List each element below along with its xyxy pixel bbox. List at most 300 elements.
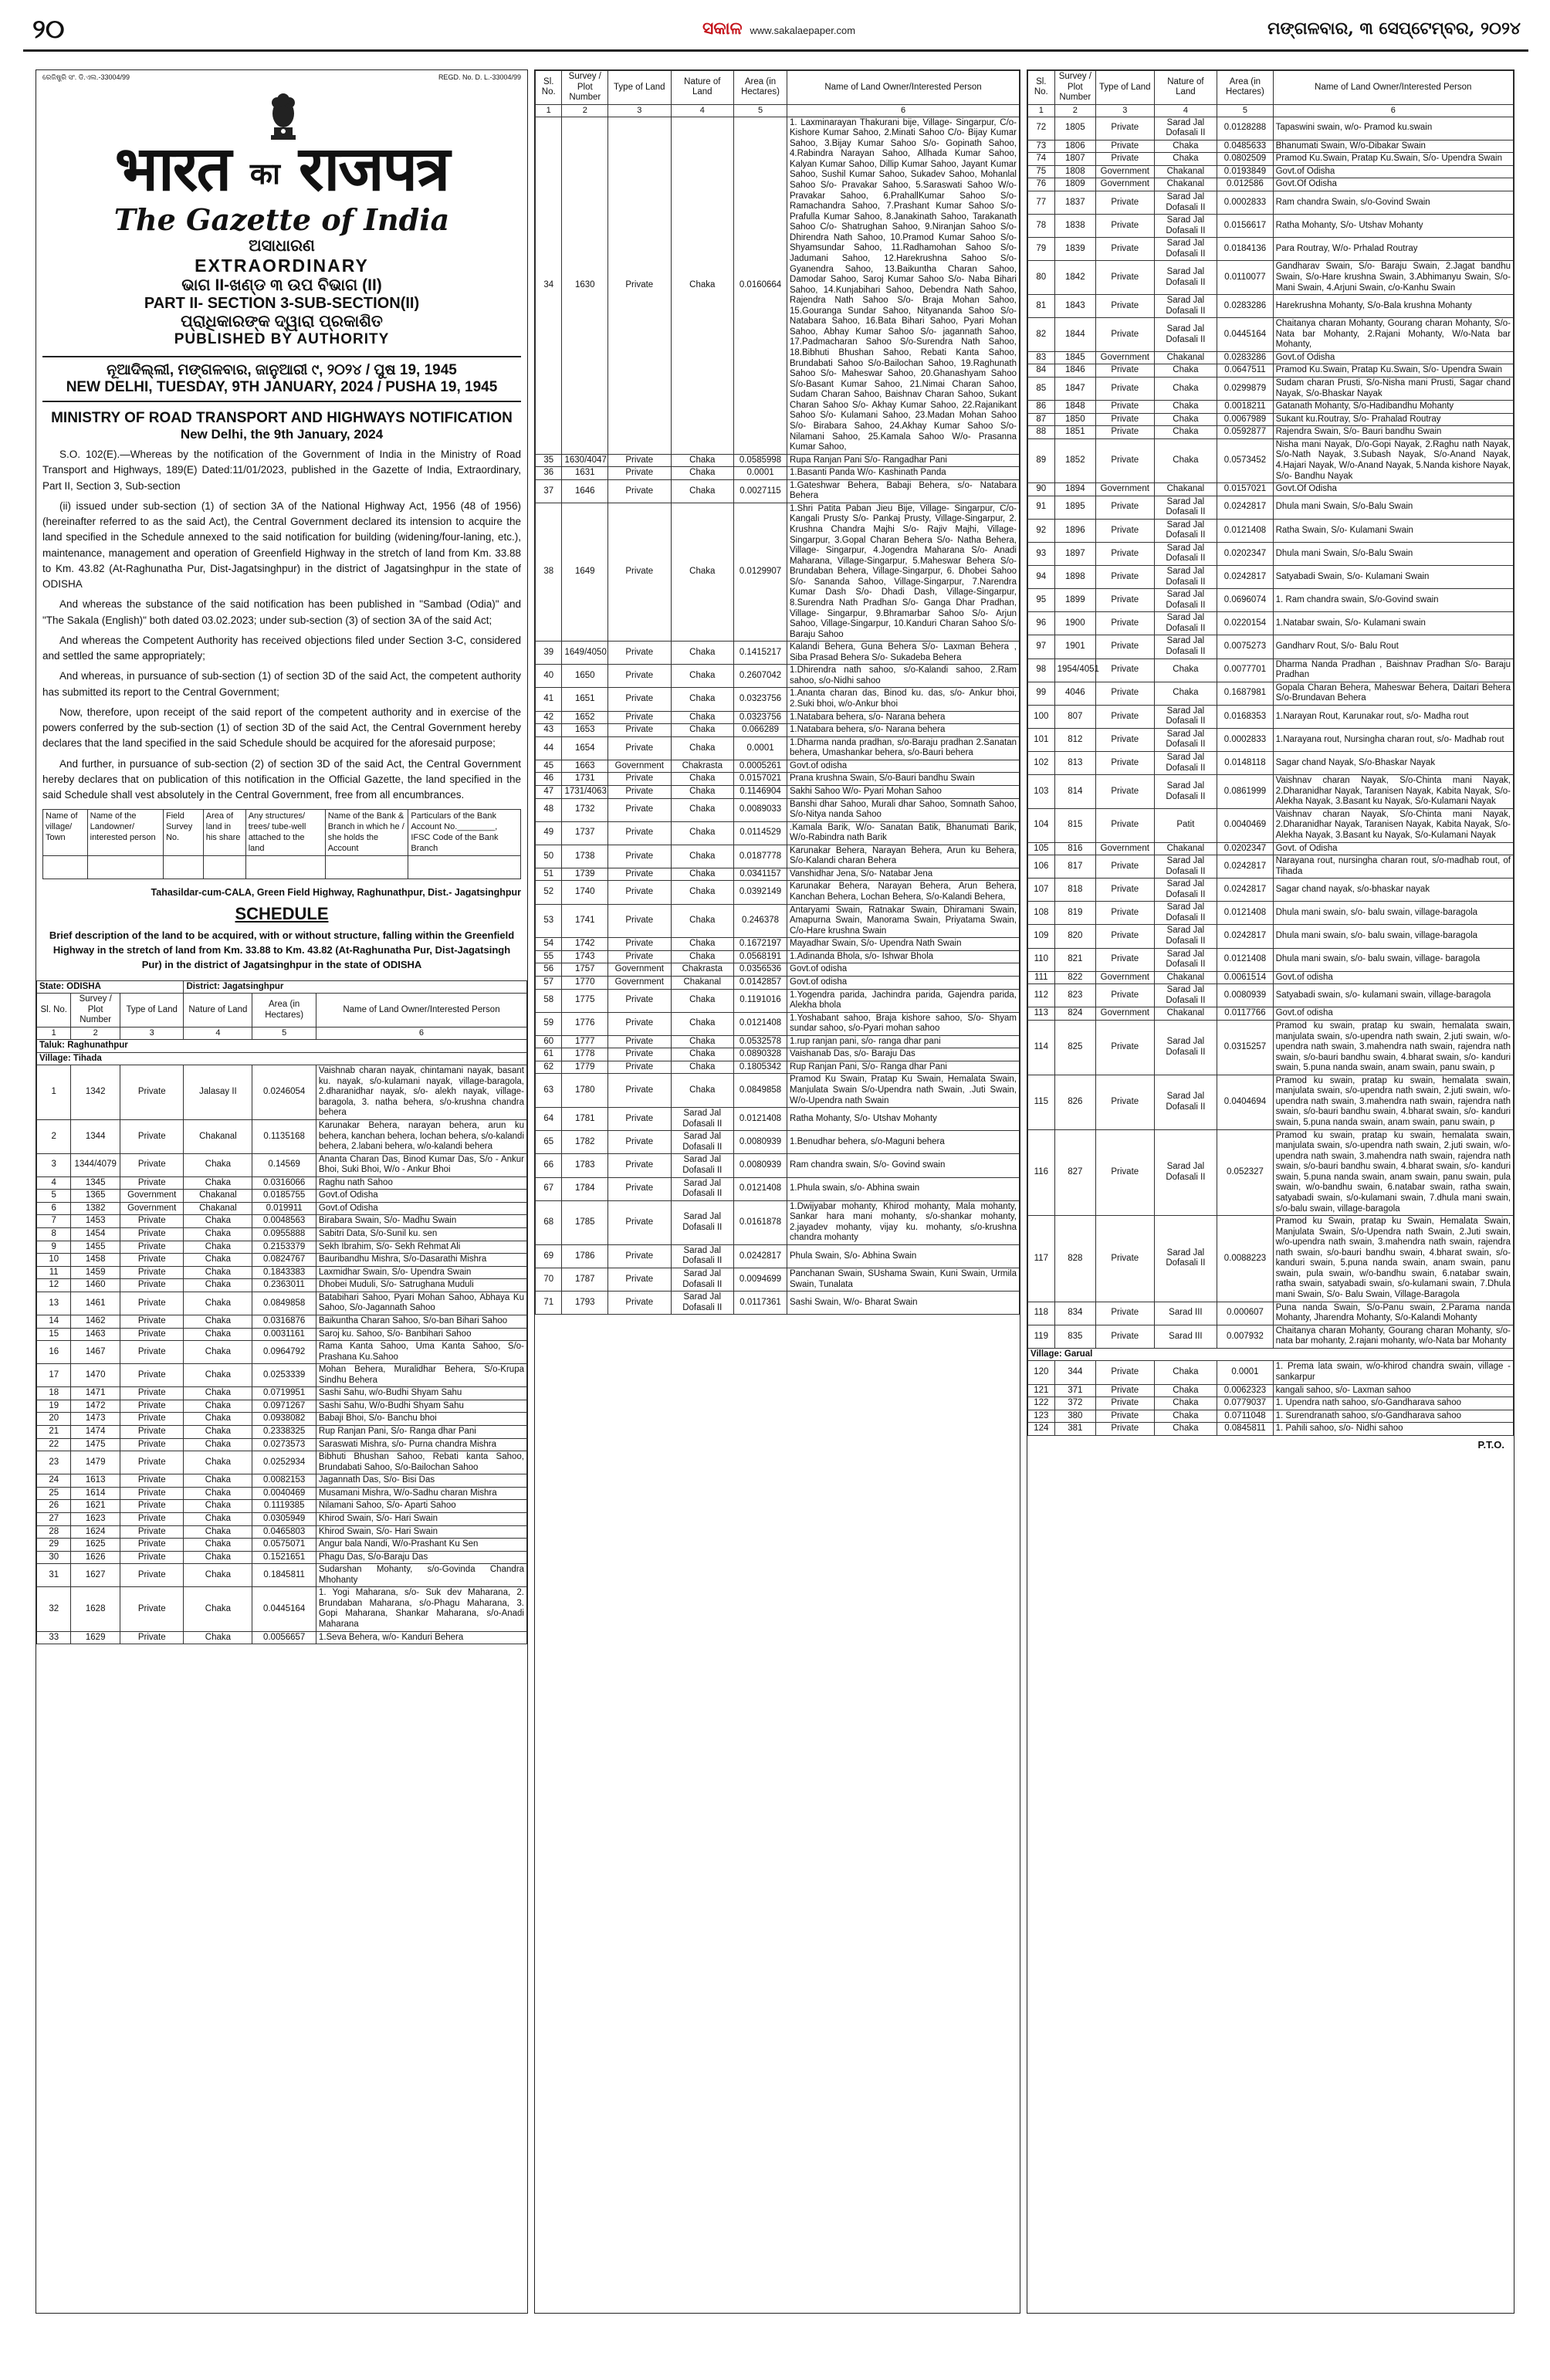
land-nature: Sarad Jal Dofasali II	[1154, 117, 1217, 140]
land-nature: Chaka	[1154, 413, 1217, 426]
land-type: Private	[1096, 879, 1154, 902]
table-row	[1028, 238, 1514, 261]
table-row	[1028, 165, 1514, 178]
survey-number: 344	[1054, 1361, 1095, 1384]
owner-name: Prana krushna Swain, S/o-Bauri bandhu Swain	[787, 773, 1020, 786]
survey-number: 1462	[71, 1315, 120, 1328]
table-row	[536, 1131, 1020, 1154]
survey-number: 1652	[562, 711, 608, 724]
land-nature: Chaka	[1154, 438, 1217, 482]
serial-number: 68	[536, 1200, 562, 1244]
bank-details-table	[42, 809, 521, 879]
column-header: Survey / Plot Number	[71, 994, 120, 1027]
land-type: Private	[120, 1292, 184, 1315]
owner-name: 1.Shri Patita Paban Jieu Bije, Village- Singarpur, C/o- Kangali Prusty S/o- Pankaj Prusty, Village-Singarpur, 2. Krushna Chandra Majhi S/o- Rajiv Majhi, Village-Singarpur, 3.Gopal Charan Behera S/o- Natha Behera, Village- Singarpur, 4.Jogendra Maharana S/o- Anadi Maharana, Village-Singarpur, 5.Maheswar Behera S/o- Brundaban Behera, Village-Singarpur, 6. Dhobei Sahoo S/o- Sananda Sahoo, Village-Singarpur, 7.Narendra Kumar Dash S/o- Dhadi Dash, Village-Singarpur, 8.Surendra Nath Pradhan S/o- Ganga Dhar Pradhan, Village- Singarpur, 9.Bhramarbar Sahoo S/o- Arjun Sahoo, Village-Singarpur, 10.Kanduri Charan Sahoo S/o- Baraju Sahoo	[787, 503, 1020, 641]
serial-number: 26	[37, 1500, 71, 1513]
column-header: Nature of Land	[184, 994, 252, 1027]
owner-name: Govt.of odisha	[1273, 971, 1513, 984]
date-english: NEW DELHI, TUESDAY, 9TH JANUARY, 2024 / PUSHA 19, 1945	[66, 379, 498, 395]
survey-number: 1838	[1054, 215, 1095, 238]
area: 0.0955888	[252, 1228, 316, 1241]
land-nature: Sarad Jal Dofasali II	[671, 1244, 734, 1268]
survey-number: 1627	[71, 1564, 120, 1587]
area: 0.0031161	[252, 1328, 316, 1341]
owner-name: Dharma Nanda Pradhan , Baishnav Pradhan S/o- Baraju Pradhan	[1273, 658, 1513, 682]
serial-number: 78	[1028, 215, 1055, 238]
survey-number: 827	[1054, 1129, 1095, 1216]
column-number: 4	[184, 1027, 252, 1040]
area: 0.0315257	[1217, 1020, 1273, 1075]
column-number: 2	[562, 104, 608, 117]
page-number: ୨୦	[32, 14, 65, 45]
land-type: Private	[608, 736, 672, 760]
land-nature: Chaka	[671, 642, 734, 665]
land-type: Private	[608, 904, 672, 938]
land-table-1	[36, 980, 527, 1644]
owner-name: Saroj ku. Sahoo, S/o- Banbihari Sahoo	[316, 1328, 526, 1341]
area: 0.0938082	[252, 1413, 316, 1426]
land-type: Private	[120, 1254, 184, 1267]
land-nature: Chakanal	[1154, 178, 1217, 191]
land-nature: Chaka	[184, 1266, 252, 1279]
table-row	[37, 1202, 527, 1215]
survey-number: 1646	[562, 479, 608, 503]
serial-number: 56	[536, 963, 562, 977]
table-row	[37, 1364, 527, 1387]
land-type: Private	[1096, 295, 1154, 318]
owner-name: Pramod ku swain, pratap ku swain, hemalata swain, manjulata swain, s/o-upendra nath swain, 2.juti swain, w/o-upendra nath swain, 3.mahendra nath swain, rajendra nath swain, s/o-bauri bandhu swain, 4.bharat swain, s/o- kanduri swain, 5.puna nanda swain, anam swain, panu swain, p	[1273, 1075, 1513, 1129]
table-row	[536, 665, 1020, 688]
national-emblem-icon	[260, 87, 306, 141]
table-row	[536, 1012, 1020, 1035]
land-type: Private	[1096, 855, 1154, 879]
serial-number: 60	[536, 1035, 562, 1048]
owner-name: Gopala Charan Behera, Maheswar Behera, Daitari Behera S/o-Brundavan Behera	[1273, 682, 1513, 705]
land-nature: Chaka	[184, 1387, 252, 1400]
table-row	[536, 688, 1020, 711]
owner-name: Saraswati Mishra, s/o- Purna chandra Mishra	[316, 1438, 526, 1451]
land-nature: Sarad Jal Dofasali II	[1154, 542, 1217, 565]
owner-name: Vanshidhar Jena, S/o- Natabar Jena	[787, 868, 1020, 881]
serial-number: 115	[1028, 1075, 1055, 1129]
survey-number: 1467	[71, 1341, 120, 1364]
area: 0.0845811	[1217, 1423, 1273, 1436]
date-odia: ନୂଆଦିଲ୍ଲୀ, ମଙ୍ଗଳବାର, ଜାନୁଆରୀ ୯, ୨୦୨୪ / ପୁଷ 19, 1945	[107, 362, 457, 378]
column-number: 2	[71, 1027, 120, 1040]
survey-number: 817	[1054, 855, 1095, 879]
area: 0.0252934	[252, 1451, 316, 1474]
land-nature: Sarad III	[1154, 1325, 1217, 1348]
land-nature: Chaka	[184, 1292, 252, 1315]
survey-number: 1787	[562, 1268, 608, 1292]
table-row	[1028, 1410, 1514, 1423]
serial-number: 113	[1028, 1007, 1055, 1021]
area: 0.0075273	[1217, 635, 1273, 658]
serial-number: 81	[1028, 295, 1055, 318]
area: 0.0121408	[1217, 519, 1273, 542]
serial-number: 54	[536, 938, 562, 951]
survey-number: 815	[1054, 808, 1095, 842]
notification-para: (ii) issued under sub-section (1) of section 3A of the National Highway Act, 1956 (48 of 1956) (hereinafter referred to as the said Act), the Central Government declared its intension to acquire the land specified in the Schedule annexed to the said notification for building (widening/four-laning, etc.), maintenance, management and operation of Greenfield Highway in the stretch of land from Km. 33.88 to Km. 43.82 (At-Raghunatha Pur, Dist-Jagatsinghpur) in the district of Jagatsinghpur in the state of ODISHA	[42, 499, 521, 590]
area: 0.0485633	[1217, 140, 1273, 153]
owner-name: Govt.of Odisha	[316, 1190, 526, 1203]
survey-number: 1663	[562, 760, 608, 773]
notification-para: And whereas the substance of the said notification has been published in "Sambad (Odia)" and "The Sakala (English)" both dated 03.02.2023; under sub-section (3) of section 3A of the said Act;	[42, 598, 521, 626]
owner-name: Govt. of Odisha	[1273, 842, 1513, 855]
serial-number: 88	[1028, 426, 1055, 439]
area: 0.0696074	[1217, 589, 1273, 612]
survey-number: 380	[1054, 1410, 1095, 1423]
table-row	[1028, 261, 1514, 295]
serial-number: 45	[536, 760, 562, 773]
table-row	[536, 642, 1020, 665]
area: 0.066289	[734, 724, 787, 737]
village-row	[37, 1040, 527, 1053]
land-type: Private	[1096, 519, 1154, 542]
area: 0.0299879	[1217, 377, 1273, 401]
serial-number: 80	[1028, 261, 1055, 295]
land-nature: Chaka	[1154, 377, 1217, 401]
table-row	[536, 773, 1020, 786]
land-nature: Sarad Jal Dofasali II	[1154, 519, 1217, 542]
owner-name: Baikuntha Charan Sahoo, S/o-ban Bihari Sahoo	[316, 1315, 526, 1328]
survey-number: 819	[1054, 902, 1095, 925]
survey-number: 1382	[71, 1202, 120, 1215]
owner-name: Vaishnav charan Nayak, S/o-Chinta mani Nayak, 2.Dharanidhar Nayak, Taranisen Nayak, Kabita Nayak, S/o-Alekha Nayak, 3.Basant ku Nayak, S/o-Kulamani Nayak	[1273, 775, 1513, 809]
area: 0.1191016	[734, 989, 787, 1012]
land-type: Private	[608, 1268, 672, 1292]
area: 0.0048563	[252, 1215, 316, 1228]
table-header-row	[37, 994, 527, 1027]
area: 0.0005261	[734, 760, 787, 773]
serial-number: 107	[1028, 879, 1055, 902]
survey-number: 1847	[1054, 377, 1095, 401]
land-nature: Sarad Jal Dofasali II	[1154, 855, 1217, 879]
table-row	[1028, 1216, 1514, 1302]
serial-number: 122	[1028, 1397, 1055, 1410]
area: 0.0575071	[252, 1539, 316, 1552]
table-row	[1028, 705, 1514, 728]
area: 0.0142857	[734, 976, 787, 989]
owner-name: Pramod Ku.Swain, Pratap Ku.Swain, S/o- Upendra Swain	[1273, 364, 1513, 377]
survey-number: 1631	[562, 467, 608, 480]
area: 0.0964792	[252, 1341, 316, 1364]
table-row	[536, 711, 1020, 724]
column-header: Nature of Land	[1154, 71, 1217, 105]
land-type: Private	[608, 479, 672, 503]
table-row	[1028, 902, 1514, 925]
owner-name: 1.Natabara behera, s/o- Narana behera	[787, 711, 1020, 724]
serial-number: 9	[37, 1241, 71, 1254]
survey-number: 1742	[562, 938, 608, 951]
column-number: 1	[1028, 104, 1055, 117]
land-nature: Chakrasta	[671, 963, 734, 977]
survey-number: 1629	[71, 1631, 120, 1644]
land-nature: Chaka	[671, 821, 734, 845]
serial-number: 94	[1028, 566, 1055, 589]
survey-number: 1779	[562, 1061, 608, 1074]
serial-number: 93	[1028, 542, 1055, 565]
land-type: Private	[1096, 401, 1154, 414]
serial-number: 103	[1028, 775, 1055, 809]
survey-number: 825	[1054, 1020, 1095, 1075]
land-nature: Sarad Jal Dofasali II	[1154, 635, 1217, 658]
land-type: Private	[1096, 413, 1154, 426]
owner-name: Karunakar Behera, narayan behera, arun ku behera, kanchan behera, lochan behera, s/o-kalandi behera, 2.labani behera, w/o-kalandi behera	[316, 1119, 526, 1153]
serial-number: 59	[536, 1012, 562, 1035]
land-type: Private	[608, 117, 672, 454]
land-type: Government	[1096, 1007, 1154, 1021]
land-type: Private	[1096, 1020, 1154, 1075]
survey-number: 1778	[562, 1048, 608, 1061]
owner-name: Govt.of odisha	[787, 976, 1020, 989]
land-type: Private	[120, 1266, 184, 1279]
land-nature: Sarad Jal Dofasali II	[1154, 1020, 1217, 1075]
land-type: Private	[1096, 1302, 1154, 1325]
land-nature: Chakanal	[1154, 971, 1217, 984]
table-row	[536, 845, 1020, 868]
table-row	[536, 963, 1020, 977]
column-number-row	[1028, 104, 1514, 117]
table-row	[536, 454, 1020, 467]
district-label: District: Jagatsinghpur	[184, 980, 527, 994]
survey-number: 1455	[71, 1241, 120, 1254]
owner-name: Banshi dhar Sahoo, Murali dhar Sahoo, Somnath Sahoo, S/o-Nitya nanda Sahoo	[787, 798, 1020, 821]
area: 0.0971267	[252, 1400, 316, 1413]
survey-number: 1473	[71, 1413, 120, 1426]
land-nature: Chaka	[1154, 153, 1217, 166]
serial-number: 124	[1028, 1423, 1055, 1436]
land-type: Private	[1096, 496, 1154, 519]
land-type: Private	[1096, 705, 1154, 728]
land-nature: Chaka	[671, 1035, 734, 1048]
area: 0.0161878	[734, 1200, 787, 1244]
owner-name: Mayadhar Swain, S/o- Upendra Nath Swain	[787, 938, 1020, 951]
serial-number: 102	[1028, 752, 1055, 775]
survey-number: 1805	[1054, 117, 1095, 140]
land-nature: Sarad Jal Dofasali II	[671, 1268, 734, 1292]
land-type: Private	[608, 868, 672, 881]
area: 0.0283286	[1217, 295, 1273, 318]
notification-para: And whereas the Competent Authority has received objections filed under Section 3-C, considered and settled the same appropriately;	[42, 634, 521, 662]
land-nature: Chakanal	[671, 976, 734, 989]
land-nature: Chaka	[184, 1512, 252, 1525]
issue-date: ମଙ୍ଗଳବାର, ୩ ସେପ୍ଟେମ୍ବର, ୨୦୨୪	[1267, 19, 1521, 39]
area: 0.1521651	[252, 1551, 316, 1564]
survey-number: 1899	[1054, 589, 1095, 612]
serial-number: 99	[1028, 682, 1055, 705]
table-row	[37, 1254, 527, 1267]
land-type: Private	[608, 950, 672, 963]
land-nature: Chaka	[1154, 1361, 1217, 1384]
owner-name: Khirod Swain, S/o- Hari Swain	[316, 1512, 526, 1525]
land-nature: Chaka	[184, 1228, 252, 1241]
table-row	[37, 1413, 527, 1426]
survey-number: 1793	[562, 1292, 608, 1315]
survey-number: 1460	[71, 1279, 120, 1292]
reg-number: REGD. No. D. L.-33004/99	[438, 73, 521, 81]
survey-number: 1345	[71, 1176, 120, 1190]
table-row	[37, 1315, 527, 1328]
survey-number: 1837	[1054, 191, 1095, 215]
area: 0.1843383	[252, 1266, 316, 1279]
land-type: Government	[1096, 178, 1154, 191]
land-nature: Chaka	[184, 1451, 252, 1474]
area: 0.0802509	[1217, 153, 1273, 166]
land-type: Private	[1096, 438, 1154, 482]
area: 0.0202347	[1217, 842, 1273, 855]
bank-table-cell: Name of the Bank & Branch in which he / she holds the Account	[325, 810, 408, 856]
land-type: Private	[120, 1341, 184, 1364]
land-type: Private	[1096, 1384, 1154, 1397]
land-nature: Sarad Jal Dofasali II	[671, 1177, 734, 1200]
column-header: Sl. No.	[536, 71, 562, 105]
gazette-title-english: The Gazette of India	[113, 202, 450, 237]
serial-number: 33	[37, 1631, 71, 1644]
serial-number: 85	[1028, 377, 1055, 401]
serial-number: 10	[37, 1254, 71, 1267]
land-nature: Chaka	[671, 773, 734, 786]
survey-number: 371	[1054, 1384, 1095, 1397]
owner-name: 1.Phula swain, s/o- Abhina swain	[787, 1177, 1020, 1200]
survey-number: 1732	[562, 798, 608, 821]
survey-number: 1776	[562, 1012, 608, 1035]
serial-number: 91	[1028, 496, 1055, 519]
table-row	[1028, 191, 1514, 215]
table-row	[37, 1266, 527, 1279]
area: 0.0114529	[734, 821, 787, 845]
table-row	[37, 1564, 527, 1587]
survey-number: 826	[1054, 1075, 1095, 1129]
area: 0.0121408	[734, 1108, 787, 1131]
owner-name: Ram chandra Swain, s/o-Govind Swain	[1273, 191, 1513, 215]
area: 0.052327	[1217, 1129, 1273, 1216]
land-type: Private	[120, 1241, 184, 1254]
owner-name: Sagar chand Nayak, S/o-Bhaskar Nayak	[1273, 752, 1513, 775]
ministry-date: New Delhi, the 9th January, 2024	[180, 427, 384, 442]
owner-name: Pramod ku swain, pratap ku swain, hemalata swain, manjulata swain, s/o-upendra nath swain, 2.juti swain, w/o-upendra nath swain, 3.mahendra nath swain, rajendra nath swain, s/o-bauri bandhu swain, 4.bharat swain, s/o- kanduri swain, 5.puna nanda swain, anam swain, panu swain, pula swain, w/o-bandhu swain, 6.natabar swain, ratha swain, satyabadi swain, s/o-kulamani swain, 7.dhula mani swain, s/o-balu swain, village-baragola	[1273, 1129, 1513, 1216]
serial-number: 18	[37, 1387, 71, 1400]
land-nature: Chaka	[1154, 1384, 1217, 1397]
village-row	[1028, 1348, 1514, 1361]
owner-name: Sashi Sahu, w/o-Budhi Shyam Sahu	[316, 1387, 526, 1400]
land-type: Private	[1096, 612, 1154, 635]
serial-number: 63	[536, 1074, 562, 1108]
area: 0.0273573	[252, 1438, 316, 1451]
land-table-3	[1027, 70, 1514, 1436]
area: 0.0242817	[1217, 879, 1273, 902]
survey-number: 1839	[1054, 238, 1095, 261]
column-header: Area (in Hectares)	[1217, 71, 1273, 105]
website-link[interactable]: www.sakalaepaper.com	[750, 25, 856, 36]
area: 0.0890328	[734, 1048, 787, 1061]
land-nature: Chaka	[671, 1061, 734, 1074]
table-row	[1028, 1129, 1514, 1216]
table-row	[1028, 971, 1514, 984]
table-row	[37, 1426, 527, 1439]
table-row	[1028, 1075, 1514, 1129]
owner-name: 1. Ram chandra swain, S/o-Govind swain	[1273, 589, 1513, 612]
area: 0.0187778	[734, 845, 787, 868]
land-type: Private	[1096, 1075, 1154, 1129]
land-nature: Chaka	[184, 1525, 252, 1539]
serial-number: 65	[536, 1131, 562, 1154]
land-type: Government	[120, 1190, 184, 1203]
owner-name: 1.Basanti Panda W/o- Kashinath Panda	[787, 467, 1020, 480]
land-type: Private	[1096, 153, 1154, 166]
table-row	[1028, 855, 1514, 879]
table-row	[1028, 519, 1514, 542]
land-nature: Chaka	[1154, 426, 1217, 439]
table-row	[1028, 1325, 1514, 1348]
land-type: Private	[1096, 984, 1154, 1007]
owner-name: Rama Kanta Sahoo, Uma Kanta Sahoo, S/o-Prashana Ku.Sahoo	[316, 1341, 526, 1364]
masthead	[23, 11, 1528, 52]
land-nature: Chaka	[671, 785, 734, 798]
owner-name: Chaitanya charan Mohanty, Gourang charan Mohanty, s/o-nata bar mohanty, 2.rajani mohanty, w/o-Nata bar Mohanty	[1273, 1325, 1513, 1348]
column-header: Area (in Hectares)	[734, 71, 787, 105]
owner-name: Karunakar Behera, Narayan Behera, Arun Behera, Kanchan Behera, Lochan Behera, S/o-Kalandi Behera,	[787, 881, 1020, 904]
area: 0.0062323	[1217, 1384, 1273, 1397]
area: 0.2363011	[252, 1279, 316, 1292]
owner-name: Rajendra Swain, S/o- Bauri bandhu Swain	[1273, 426, 1513, 439]
land-type: Private	[608, 773, 672, 786]
table-row	[536, 1268, 1020, 1292]
table-row	[1028, 413, 1514, 426]
serial-number: 118	[1028, 1302, 1055, 1325]
serial-number: 69	[536, 1244, 562, 1268]
survey-number: 1844	[1054, 318, 1095, 352]
owner-name: Dhula mani Swain, S/o-Balu Swain	[1273, 542, 1513, 565]
survey-number: 1731/4063	[562, 785, 608, 798]
land-type: Private	[120, 1065, 184, 1120]
table-row	[37, 1451, 527, 1474]
land-nature: Sarad Jal Dofasali II	[1154, 566, 1217, 589]
serial-number: 92	[1028, 519, 1055, 542]
land-type: Private	[120, 1512, 184, 1525]
notification-para: And whereas, in pursuance of sub-section (1) of section 3D of the said Act, the competent authority has submitted its report to the Central Government;	[42, 670, 521, 698]
table-row	[1028, 401, 1514, 414]
column-number-row	[37, 1027, 527, 1040]
table-header-row	[536, 71, 1020, 105]
area: 0.0080939	[734, 1154, 787, 1177]
area: 0.0121408	[734, 1177, 787, 1200]
serial-number: 51	[536, 868, 562, 881]
land-type: Private	[608, 724, 672, 737]
land-type: Government	[1096, 351, 1154, 364]
land-type: Private	[120, 1153, 184, 1176]
gazette-title-hindi: भारत का राजपत्र	[114, 132, 449, 205]
owner-name: Nilamani Sahoo, S/o- Aparti Sahoo	[316, 1500, 526, 1513]
land-nature: Chaka	[1154, 364, 1217, 377]
land-nature: Chakrasta	[671, 760, 734, 773]
column-number: 6	[316, 1027, 526, 1040]
area: 0.0356536	[734, 963, 787, 977]
serial-number: 112	[1028, 984, 1055, 1007]
land-type: Private	[608, 881, 672, 904]
serial-number: 123	[1028, 1410, 1055, 1423]
survey-number: 807	[1054, 705, 1095, 728]
area: 0.2607042	[734, 665, 787, 688]
area: 0.0168353	[1217, 705, 1273, 728]
schedule-heading: SCHEDULE	[235, 904, 329, 924]
owner-name: Sashi Swain, W/o- Bharat Swain	[787, 1292, 1020, 1315]
column-header: Survey / Plot Number	[562, 71, 608, 105]
land-type: Private	[120, 1176, 184, 1190]
land-nature: Sarad Jal Dofasali II	[1154, 775, 1217, 809]
serial-number: 23	[37, 1451, 71, 1474]
area: 0.1672197	[734, 938, 787, 951]
